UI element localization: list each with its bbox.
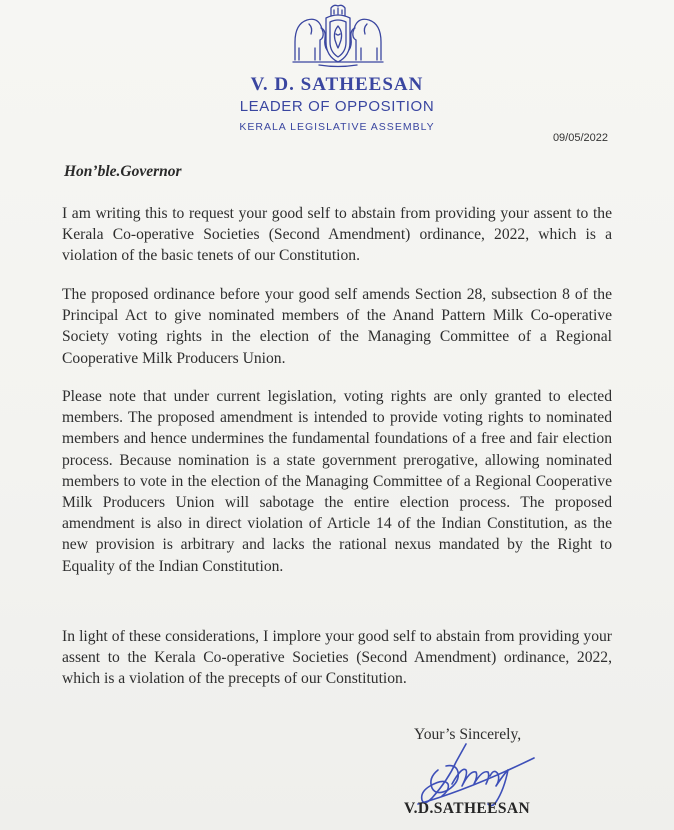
salutation: Hon’ble.Governor xyxy=(64,163,182,180)
kerala-state-emblem-icon xyxy=(289,2,387,68)
signatory-name: V.D.SATHEESAN xyxy=(404,800,531,817)
letterhead-title: LEADER OF OPPOSITION xyxy=(239,98,435,115)
letter-date: 09/05/2022 xyxy=(552,132,608,144)
closing-line: Your’s Sincerely, xyxy=(414,726,522,743)
paragraph-2: The proposed ordinance before your good self amends Section 28, subsection 8 of the Principal Act to give nominated members of the Anand Pattern Milk Co-operative Society voting rights in the election of the Managing Committee of a Regional Cooperative Milk Producers Union. xyxy=(62,286,612,367)
paragraph-4: In light of these considerations, I implore your good self to abstain from providing your assent to the Kerala Co-operative Societies (Second Amendment) ordinance, 2022, which is a violation of the precepts of our Constitution. xyxy=(62,628,612,688)
paragraph-3: Please note that under current legislation, voting rights are only granted to elected members. The proposed amendment is intended to provide voting rights to nominated members and hence undermines the fundamental foundations of a free and fair election process. Because nomination is a state government prerogative, allowing nominated members to vote in the election of the Managing Committee of a Regional Cooperative Milk Producers Union will sabotage the entire election process. The proposed amendment is also in direct violation of Article 14 of the Indian Constitution, as the new provision is arbitrary and lacks the rational nexus mandated by the Right to Equality of the Indian Constitution. xyxy=(62,388,612,575)
paragraph-1: I am writing this to request your good self to abstain from providing your assent to the Kerala Co-operative Societies (Second Amendment) ordinance, 2022, which is a violation of the basic tenets of our Constitution. xyxy=(62,205,612,265)
letterhead-subtitle: KERALA LEGISLATIVE ASSEMBLY xyxy=(239,121,435,133)
letterhead-name: V. D. SATHEESAN xyxy=(250,74,424,95)
